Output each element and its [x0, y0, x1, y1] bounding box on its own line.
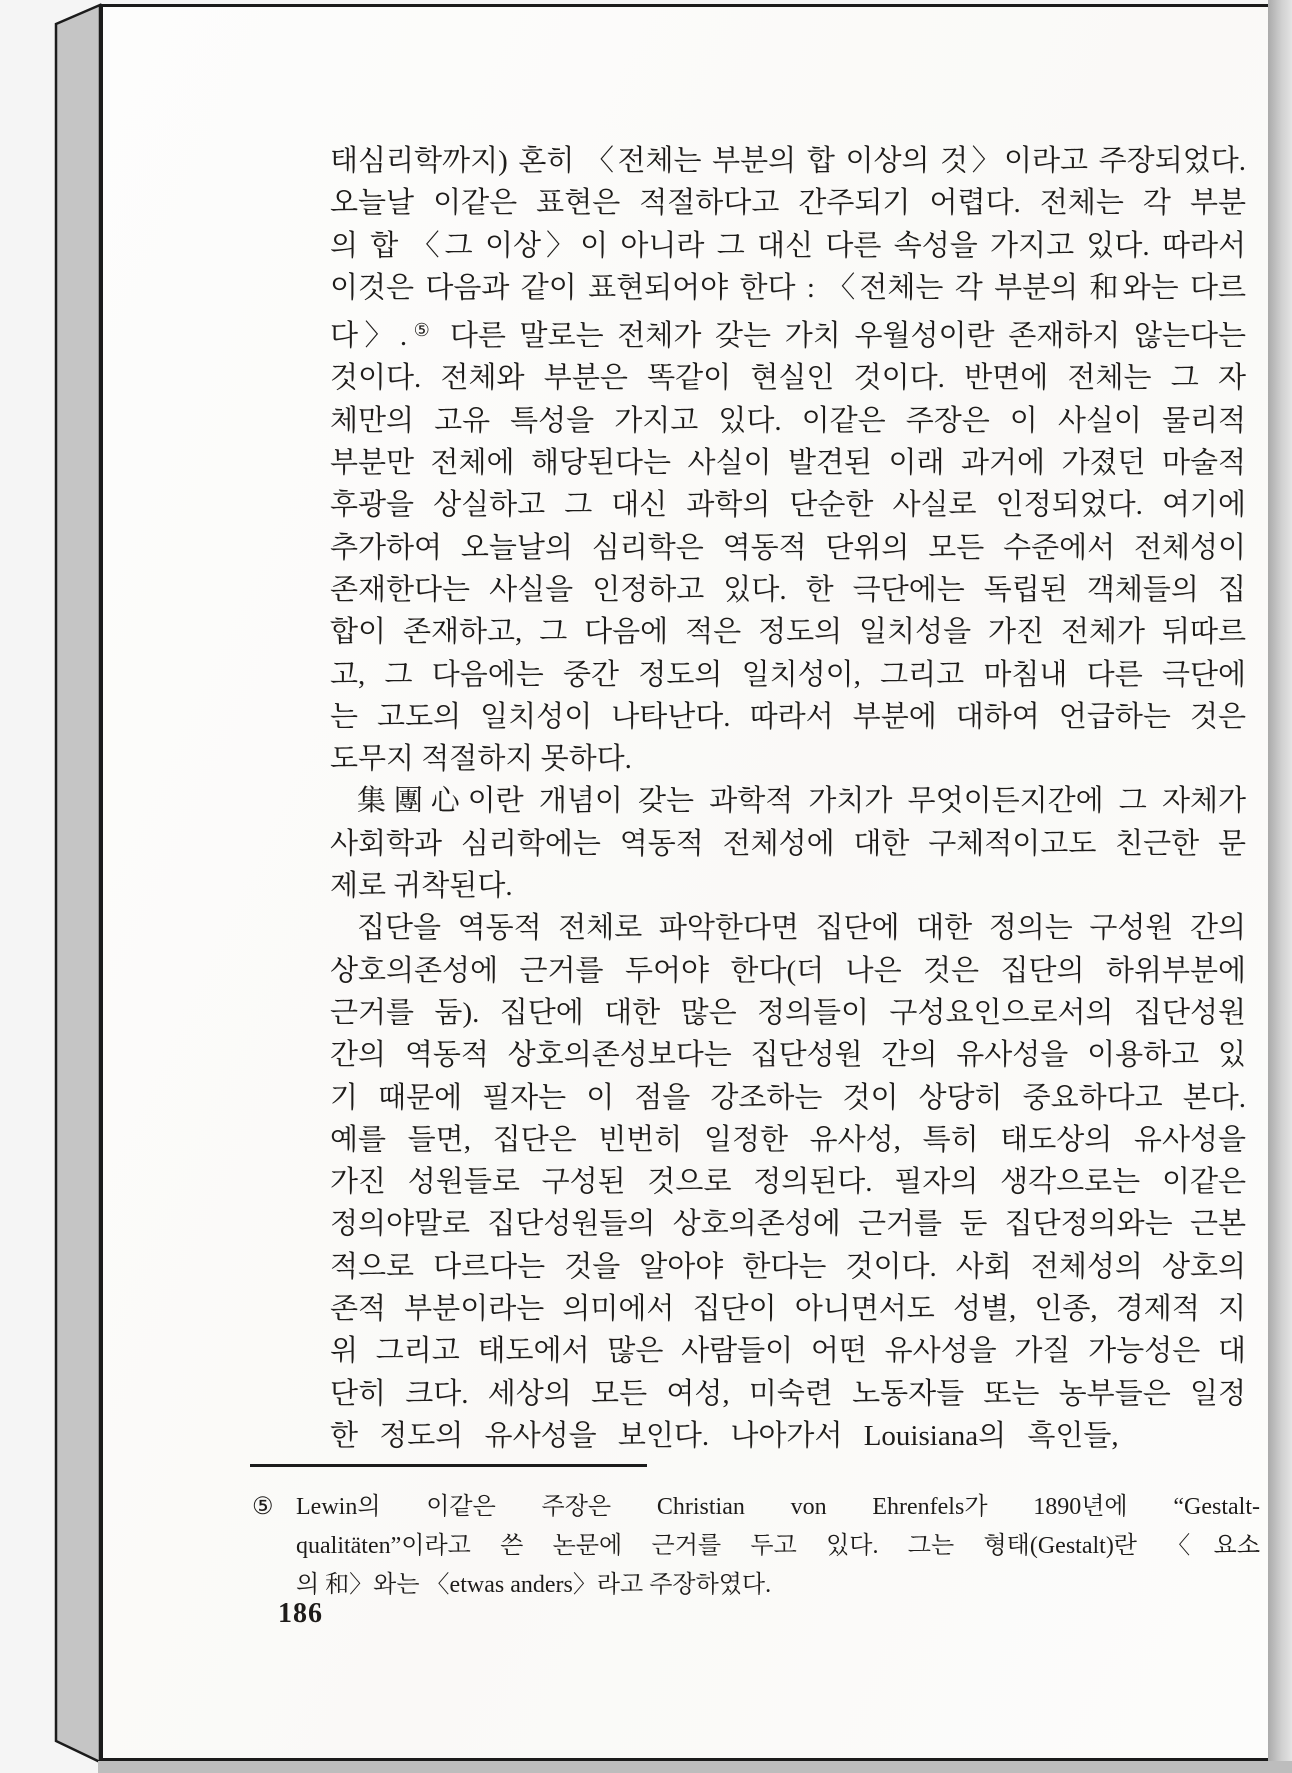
body-line: 기 때문에 필자는 이 점을 강조하는 것이 상당히 중요하다고 본다.	[330, 1081, 1246, 1114]
body-line: 사회학과 심리학에는 역동적 전체성에 대한 구체적이고도 친근한 문	[330, 827, 1246, 860]
footnote-block	[252, 1488, 1260, 1605]
body-line-paragraph-start: 集團心이란 개념이 갖는 과학적 가치가 무엇이든지간에 그 자체가	[357, 785, 1246, 818]
body-line-with-footnote-ref	[330, 309, 1246, 357]
body-line-paragraph-start: 집단을 역동적 전체로 파악한다면 집단에 대한 정의는 구성원 간의	[357, 912, 1246, 945]
body-line: 는 고도의 일치성이 나타난다. 따라서 부분에 대하여 언급하는 것은	[330, 700, 1246, 733]
body-line-paragraph-end: 제로 귀착된다.	[330, 870, 513, 903]
body-line: 것이다. 전체와 부분은 똑같이 현실인 것이다. 반면에 전체는 그 자	[330, 362, 1246, 395]
footnote-line: qualitäten”이라고 쓴 논문에 근거를 두고 있다. 그는 형태(Gestalt)란 〈요소	[296, 1533, 1260, 1559]
footnote-text: Lewin의 이같은 주장은 Christian von Ehrenfels가 1890년에 “Gestalt-	[296, 1494, 1260, 1520]
page-number: 186	[278, 1598, 323, 1629]
body-line-paragraph-end: 도무지 적절하지 못하다.	[330, 743, 632, 776]
body-line: 간의 역동적 상호의존성보다는 집단성원 간의 유사성을 이용하고 있	[330, 1039, 1246, 1072]
body-line: 가진 성원들로 구성된 것으로 정의된다. 필자의 생각으로는 이같은	[330, 1166, 1246, 1199]
body-line: 적으로 다르다는 것을 알아야 한다는 것이다. 사회 전체성의 상호의	[330, 1250, 1246, 1283]
footnote-separator-rule	[250, 1464, 647, 1467]
body-line: 부분만 전체에 해당된다는 사실이 발견된 이래 과거에 가졌던 마술적	[330, 447, 1246, 480]
body-line: 의 합 〈그 이상〉이 아니라 그 대신 다른 속성을 가지고 있다. 따라서	[330, 229, 1246, 262]
body-line: 오늘날 이같은 표현은 적절하다고 간주되기 어렵다. 전체는 각 부분	[330, 187, 1246, 220]
body-line: 후광을 상실하고 그 대신 과학의 단순한 사실로 인정되었다. 여기에	[330, 489, 1246, 522]
footnote-line	[252, 1488, 1260, 1527]
body-line: 정의야말로 집단성원들의 상호의존성에 근거를 둔 집단정의와는 근본	[330, 1208, 1246, 1241]
body-line: 합이 존재하고, 그 다음에 적은 정도의 일치성을 가진 전체가 뒤따르	[330, 616, 1246, 649]
body-line: 태심리학까지) 혼히 〈전체는 부분의 합 이상의 것〉이라고 주장되었다.	[330, 145, 1246, 177]
body-line: 근거를 둠). 집단에 대한 많은 정의들이 구성요인으로서의 집단성원	[330, 996, 1246, 1029]
body-line: 상호의존성에 근거를 두어야 한다(더 나은 것은 집단의 하위부분에	[330, 954, 1246, 987]
body-line-last: 한 정도의 유사성을 보인다. 나아가서 Louisiana의 흑인들,	[330, 1419, 1119, 1452]
footnote-marker-5: ⑤	[252, 1494, 274, 1520]
body-line: 존적 부분이라는 의미에서 집단이 아니면서도 성별, 인종, 경제적 지	[330, 1293, 1246, 1326]
body-line: 단히 크다. 세상의 모든 여성, 미숙련 노동자들 또는 농부들은 일정	[330, 1377, 1246, 1410]
body-line: 고, 그 다음에는 중간 정도의 일치성이, 그리고 마침내 다른 극단에	[330, 658, 1246, 691]
body-line: 존재한다는 사실을 인정하고 있다. 한 극단에는 독립된 객체들의 집	[330, 573, 1246, 606]
body-line: 위 그리고 태도에서 많은 사람들이 어떤 유사성을 가질 가능성은 대	[330, 1335, 1246, 1368]
page-stack-right-edge	[1268, 0, 1292, 1773]
footnote-line: 의 和〉와는 〈etwas anders〉라고 주장하였다.	[296, 1572, 772, 1598]
book-spine-polygon	[56, 5, 100, 1762]
footnote-ref-5: ⑤	[407, 320, 437, 341]
body-line-prefix: 다〉.	[330, 320, 408, 353]
body-line-rest: 다른 말로는 전체가 갖는 가치 우월성이란 존재하지 않는다는	[436, 320, 1247, 353]
body-line: 이것은 다음과 같이 표현되어야 한다 : 〈전체는 각 부분의 和와는 다르	[330, 271, 1246, 304]
body-text-block	[330, 140, 1246, 1457]
page-shadow-bottom	[98, 1761, 1292, 1773]
body-line: 추가하여 오늘날의 심리학은 역동적 단위의 모든 수준에서 전체성이	[330, 531, 1246, 564]
body-line: 예를 들면, 집단은 빈번히 일정한 유사성, 특히 태도상의 유사성을	[330, 1123, 1246, 1156]
body-line: 체만의 고유 특성을 가지고 있다. 이같은 주장은 이 사실이 물리적	[330, 404, 1246, 437]
